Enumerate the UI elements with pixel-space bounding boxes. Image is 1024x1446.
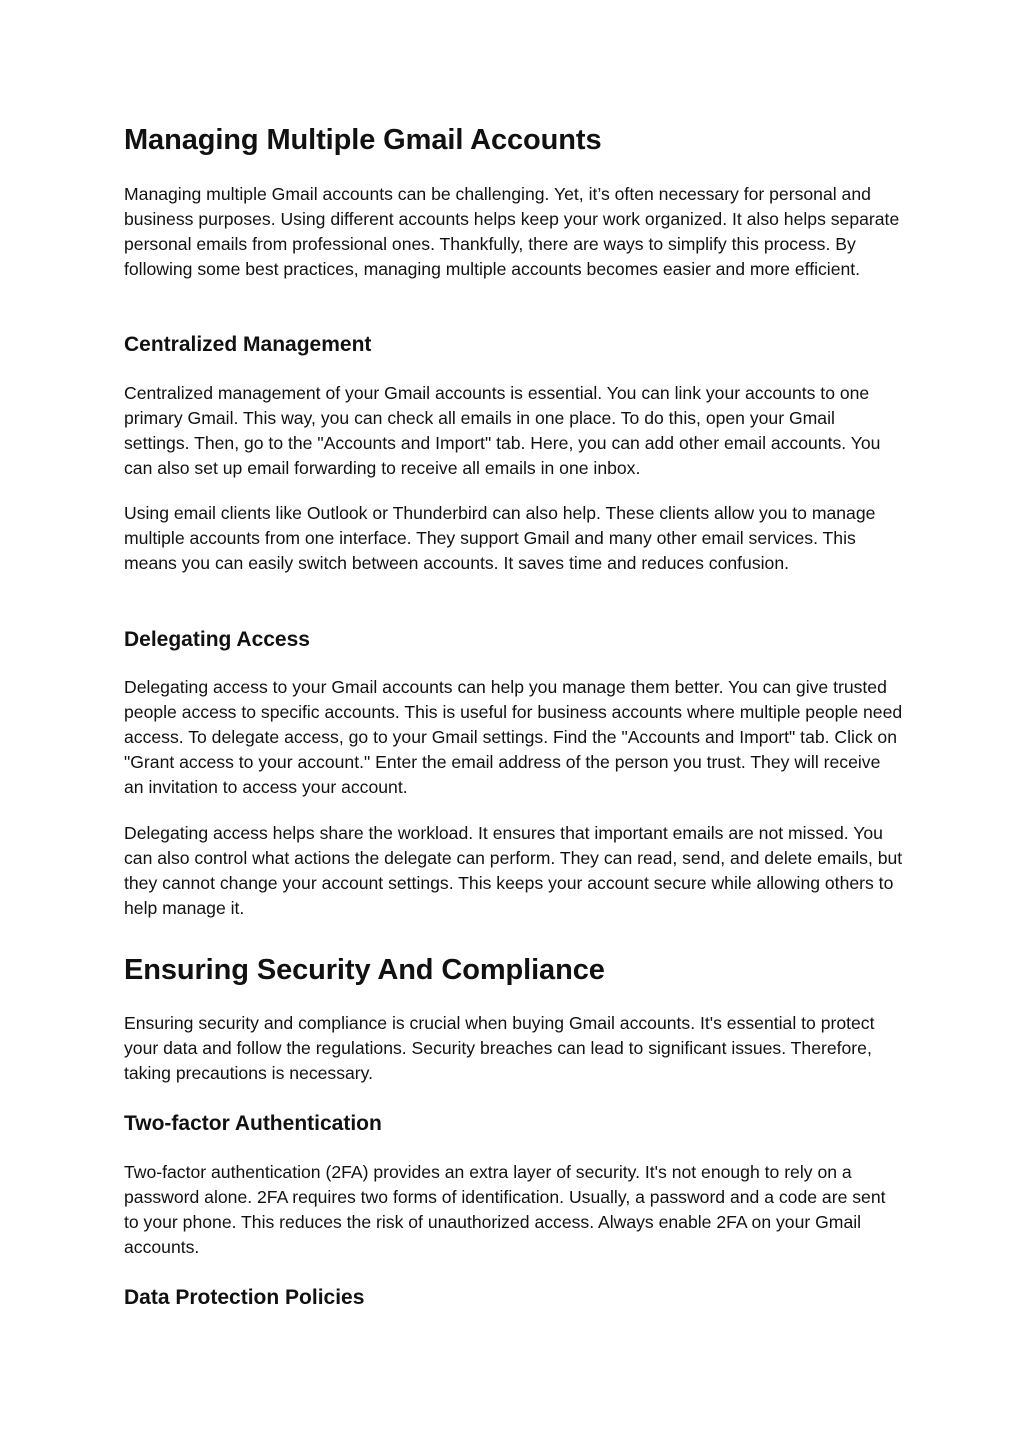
paragraph-two-factor: Two-factor authentication (2FA) provides an extra layer of security. It's not enough to rely on a password alone. 2FA requires two forms of identification. Usually, a password and a code are sent to your phone. This reduces the risk of unauthorized access. Always enable 2FA on your Gmail accounts. xyxy=(124,1162,886,1257)
paragraph-centralized-1: Centralized management of your Gmail accounts is essential. You can link your accounts to one primary Gmail. This way, you can check all emails in one place. To do this, open your Gmail settings. Then, go to the "Accounts and Import" tab. Here, you can add other email accounts. You can also set up email forwarding to receive all emails in one inbox. xyxy=(124,383,881,478)
paragraph-intro: Managing multiple Gmail accounts can be challenging. Yet, it’s often necessary for personal and business purposes. Using different accounts helps keep your work organized. It also helps separate personal emails from professional ones. Thankfully, there are ways to simplify this process. By following some best practices, managing multiple accounts becomes easier and more efficient. xyxy=(124,184,900,279)
subheading-data-protection: Data Protection Policies xyxy=(124,1286,365,1309)
section-heading-security: Ensuring Security And Compliance xyxy=(124,954,605,986)
paragraph-delegating-2: Delegating access helps share the workload. It ensures that important emails are not missed. You can also control what actions the delegate can perform. They can read, send, and delete emails, but they cannot change your account settings. This keeps your account secure while allowing others to help manage it. xyxy=(124,823,903,918)
section-heading-managing: Managing Multiple Gmail Accounts xyxy=(124,124,602,156)
subheading-two-factor: Two-factor Authentication xyxy=(124,1112,382,1135)
paragraph-security: Ensuring security and compliance is crucial when buying Gmail accounts. It's essential to protect your data and follow the regulations. Security breaches can lead to significant issues. Therefore, taking precautions is necessary. xyxy=(124,1013,875,1083)
paragraph-delegating-1: Delegating access to your Gmail accounts can help you manage them better. You can give trusted people access to specific accounts. This is useful for business accounts where multiple people need access. To delegate access, go to your Gmail settings. Find the "Accounts and Import" tab. Click on "Grant access to your account." Enter the email address of the person you trust. They will receive an invitation to access your account. xyxy=(124,677,903,797)
paragraph-centralized-2: Using email clients like Outlook or Thunderbird can also help. These clients allow you to manage multiple accounts from one interface. They support Gmail and many other email services. This means you can easily switch between accounts. It saves time and reduces confusion. xyxy=(124,503,876,573)
subheading-delegating-access: Delegating Access xyxy=(124,628,310,651)
subheading-centralized-management: Centralized Management xyxy=(124,333,372,356)
